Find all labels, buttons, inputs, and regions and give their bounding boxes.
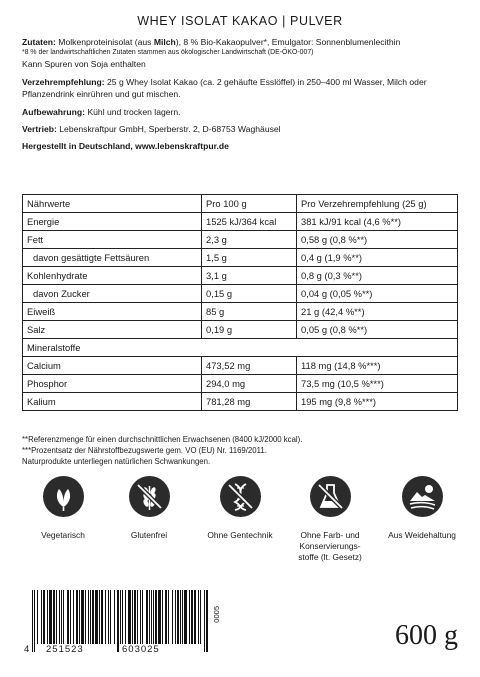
table-cell: 1525 kJ/364 kcal: [202, 213, 297, 231]
badge-vegetarian: [23, 476, 103, 541]
table-row: [23, 321, 458, 339]
barcode-bar: [37, 590, 38, 644]
badge-gluten-free: [109, 476, 189, 541]
table-cell: 381 kJ/91 kcal (4,6 %**): [297, 213, 458, 231]
distributor: [22, 123, 467, 135]
barcode-group-1: 251523: [46, 644, 84, 655]
table-cell: 73,5 mg (10,5 %***): [297, 375, 458, 393]
barcode-bar: [108, 590, 109, 644]
header-cell: Pro Verzehrempfehlung (25 g): [297, 195, 458, 213]
barcode-bar: [110, 590, 111, 644]
barcode-bar: [101, 590, 103, 644]
table-cell: 473,52 mg: [202, 357, 297, 375]
barcode-bar: [198, 590, 199, 644]
table-cell: 294,0 mg: [202, 375, 297, 393]
table-cell: 3,1 g: [202, 267, 297, 285]
barcode-bar: [165, 590, 167, 644]
barcode-bar: [34, 590, 35, 652]
barcode-bar: [73, 590, 74, 644]
table-cell: Kalium: [23, 393, 202, 411]
table-cell: 781,28 mg: [202, 393, 297, 411]
barcode-bar: [140, 590, 141, 644]
barcode-bar: [61, 590, 62, 644]
dna-crossed-icon: [220, 476, 261, 517]
barcode-bar: [79, 590, 80, 644]
table-cell: Energie: [23, 213, 202, 231]
barcode-bar: [47, 590, 48, 644]
barcode-bar: [92, 590, 94, 644]
table-cell: 0,05 g (0,8 %**): [297, 321, 458, 339]
barcode-bar: [191, 590, 193, 644]
table-cell: Salz: [23, 321, 202, 339]
table-cell: 0,58 g (0,8 %**): [297, 231, 458, 249]
ingredients: [22, 36, 467, 48]
barcode-bar: [180, 590, 181, 644]
barcode-bar: [67, 590, 69, 644]
table-cell: 21 g (42,4 %**): [297, 303, 458, 321]
barcode-bar: [146, 590, 148, 644]
table-cell: Eiweiß: [23, 303, 202, 321]
barcode-bar: [137, 590, 138, 644]
distributor-text: Lebenskraftpur GmbH, Sperberstr. 2, D-68753 Waghäusel: [56, 124, 281, 135]
pasture-icon: [402, 476, 443, 517]
barcode-bar: [184, 590, 187, 644]
table-cell: 2,3 g: [202, 231, 297, 249]
barcode-bar: [206, 590, 208, 652]
table-cell: 0,15 g: [202, 285, 297, 303]
certification-badges: [22, 476, 462, 586]
barcode-bar: [128, 590, 131, 644]
serving-suggestion: [22, 76, 467, 101]
wheat-crossed-icon: [129, 476, 170, 517]
barcode-bar: [105, 590, 106, 644]
serving-text: 25 g Whey Isolat Kakao (ca. 2 gehäufte Esslöffel) in 250–400 ml Wasser, Milch oder Pflanzendrink einrühren und gut mischen.: [22, 76, 427, 100]
table-cell: 0,04 g (0,05 %**): [297, 285, 458, 303]
nutrition-table: [22, 194, 458, 411]
table-cell: Kohlenhydrate: [23, 267, 202, 285]
barcode-bar: [63, 590, 64, 644]
section-cell: Mineralstoffe: [23, 339, 458, 357]
footnote: **Referenzmenge für einen durchschnittlichen Erwachsenen (8400 kJ/2000 kcal).: [22, 435, 303, 444]
table-cell: davon Zucker: [23, 285, 202, 303]
badge-label: Vegetarisch: [41, 530, 85, 540]
barcode-bar: [175, 590, 176, 644]
header-cell: Nährwerte: [23, 195, 202, 213]
ingredients-text: Molkenproteinisolat (aus: [55, 37, 154, 47]
allergen-milk: Milch: [153, 37, 176, 47]
barcode-bar: [172, 590, 173, 644]
table-row: [23, 303, 458, 321]
barcode-bar: [95, 590, 98, 644]
barcode-bar: [99, 590, 100, 644]
table-cell: Calcium: [23, 357, 202, 375]
footnote: Naturprodukte unterliegen natürlichen Schwankungen.: [22, 456, 211, 466]
table-row: [23, 393, 458, 411]
table-row: [23, 267, 458, 285]
barcode-bar: [132, 590, 133, 644]
barcode-bar: [59, 590, 60, 644]
table-cell: 118 mg (14,8 %***): [297, 357, 458, 375]
barcode-bar: [43, 590, 45, 644]
table-cell: 0,4 g (1,9 %**): [297, 249, 458, 267]
table-row: [23, 375, 458, 393]
barcode-bar: [53, 590, 55, 644]
badge-no-gmo: [200, 476, 280, 541]
barcode-bar: [134, 590, 136, 644]
footnote: ***Prozentsatz der Nährstoffbezugswerte gem. VO (EU) Nr. 1169/2011.: [22, 445, 267, 455]
table-row: [23, 285, 458, 303]
badge-label: Ohne Gentechnik: [207, 530, 273, 540]
table-cell: 1,5 g: [202, 249, 297, 267]
made-in-text: Hergestellt in Deutschland, www.lebenskraftpur.de: [22, 141, 229, 152]
table-cell: davon gesättigte Fettsäuren: [23, 249, 202, 267]
table-cell: 85 g: [202, 303, 297, 321]
barcode-bar: [194, 590, 196, 644]
organic-note: *8 % der landwirtschaftlichen Zutaten stammen aus ökologischer Landwirtschaft (DE-ÖKO-007): [22, 49, 314, 57]
barcode-group-2: 603025: [122, 644, 160, 655]
footnotes: [22, 435, 462, 467]
barcode-bar: [182, 590, 183, 644]
storage: [22, 106, 467, 118]
table-row: [23, 231, 458, 249]
barcode-bar: [70, 590, 71, 644]
barcode-bar: [153, 590, 154, 644]
distributor-label: Vertrieb:: [22, 124, 57, 135]
barcode-bar: [120, 590, 121, 644]
barcode-bar: [56, 590, 57, 644]
barcode-bar: [88, 590, 89, 644]
barcode-bar: [142, 590, 143, 644]
ingredients-text-2: ), 8 % Bio-Kakaopulver*, Emulgator: Sonnenblumenlecithin: [175, 37, 401, 47]
table-cell: Fett: [23, 231, 202, 249]
ingredients-label: Zutaten:: [22, 37, 56, 47]
table-section-row: [23, 339, 458, 357]
barcode-bar: [162, 590, 163, 644]
barcode-bar: [200, 590, 201, 644]
barcode-bar: [204, 590, 205, 652]
badge-label: Glutenfrei: [130, 530, 168, 540]
barcode-bar: [149, 590, 150, 644]
table-header-row: [23, 195, 458, 213]
table-cell: Phosphor: [23, 375, 202, 393]
badge-label: Aus Weidehaltung: [388, 530, 456, 540]
serving-label: Verzehrempfehlung:: [22, 76, 105, 87]
barcode-bar: [155, 590, 157, 644]
barcode-bar: [168, 590, 169, 644]
table-row: [23, 249, 458, 267]
barcode-bar: [41, 590, 42, 644]
made-in: [22, 140, 467, 152]
product-info: [22, 36, 467, 153]
storage-text: Kühl und trocken lagern.: [85, 106, 181, 117]
product-title: WHEY ISOLAT KAKAO | PULVER: [137, 14, 343, 28]
barcode-bar: [151, 590, 152, 644]
barcode-bar: [81, 590, 84, 644]
table-cell: 0,8 g (0,3 %**): [297, 267, 458, 285]
barcode-bar: [177, 590, 179, 644]
badge-pasture: [382, 476, 462, 541]
storage-label: Aufbewahrung:: [22, 106, 86, 117]
barcode-bar: [117, 590, 119, 652]
barcode-side-number: 0005: [212, 606, 221, 623]
traces-note: Kann Spuren von Soja enthalten: [22, 59, 146, 70]
table-row: [23, 357, 458, 375]
net-weight: 600 g: [395, 620, 458, 651]
barcode-bar: [158, 590, 161, 644]
table-cell: 195 mg (9,8 %***): [297, 393, 458, 411]
barcode-bar: [32, 590, 33, 652]
table-row: [23, 213, 458, 231]
leaf-icon: [43, 476, 84, 517]
badge-label: Ohne Farb- und Konservierungs-stoffe (lt. Gesetz): [298, 530, 362, 562]
badge-no-additives: [290, 476, 370, 563]
barcode-bar: [90, 590, 91, 644]
barcode-bar: [189, 590, 190, 644]
header-cell: Pro 100 g: [202, 195, 297, 213]
barcode-bar: [125, 590, 126, 644]
table-cell: 0,19 g: [202, 321, 297, 339]
flask-crossed-icon: [310, 476, 351, 517]
barcode-bar: [114, 590, 115, 644]
barcode-bar: [85, 590, 86, 644]
barcode-bar: [122, 590, 123, 644]
barcode-bar: [76, 590, 78, 644]
barcode-bar: [49, 590, 52, 644]
barcode-digit-first: 4: [24, 644, 31, 655]
